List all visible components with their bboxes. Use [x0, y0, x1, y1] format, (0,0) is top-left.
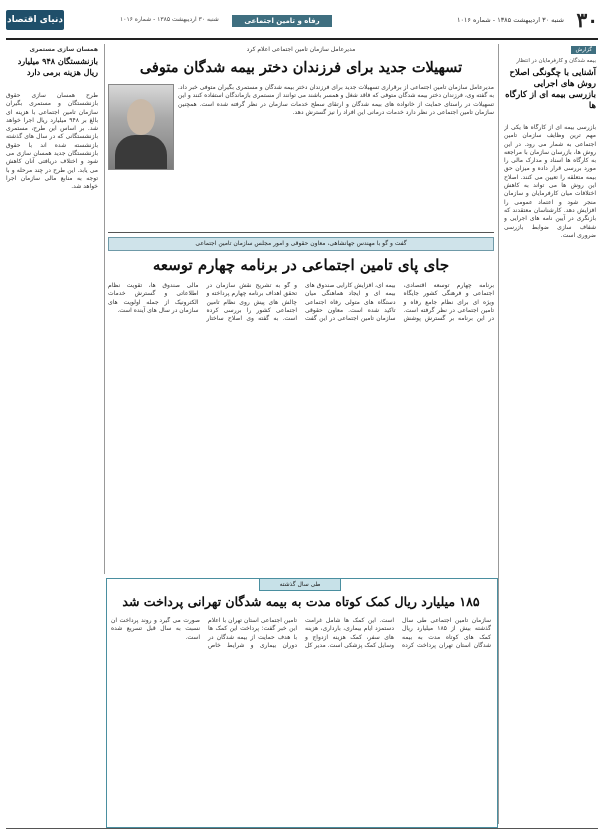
sidebar-left-title: بازنشستگان ۹۴۸ میلیارد ریال هزینه برمی دارد [17, 56, 98, 77]
lead-title: تسهیلات جدید برای فرزندان دختر بیمه شدگان متوفی [139, 59, 463, 76]
page-number: ۳۰ [576, 8, 598, 32]
portrait-shoulders [115, 135, 167, 169]
lead-kicker: مدیرعامل سازمان تامین اجتماعی اعلام کرد [246, 46, 356, 53]
sidebar-left [4, 44, 100, 824]
bottom-box-tag: طی سال گذشته [259, 578, 341, 591]
sidebar-left-kicker: همسان سازی مستمری [29, 46, 98, 53]
sidebar-tag: گزارش [571, 46, 596, 54]
feature-strip: گفت و گو با مهندس جهانشاهی، معاون حقوقی و امور مجلس سازمان تامین اجتماعی [108, 237, 494, 251]
sidebar-kicker: بیمه شدگان و کارفرمایان در انتظار [516, 58, 596, 64]
lead-story [108, 44, 494, 230]
feature-body: برنامه چهارم توسعه اقتصادی، اجتماعی و فرهنگی کشور جایگاه ویژه ای برای نظام جامع رفاه و تامین اجتماعی در نظر گرفته است. در این برنامه بر گسترش پوشش بیمه ای، افزایش کارایی صندوق های بیمه ای و ایجاد هماهنگی میان دستگاه های متولی رفاه اجتماعی تاکید شده است. معاون حقوقی سازمان تامین اجتماعی در این گفت و گو به تشریح نقش سازمان در تحقق اهداف برنامه چهارم پرداخته و چالش های پیش روی نظام تامین اجتماعی کشور را بررسی کرده است. به گفته وی اصلاح ساختار مالی صندوق ها، تقویت نظام اطلاعاتی و گسترش خدمات الکترونیک از جمله اولویت های سازمان در سال های آینده است. [108, 282, 494, 323]
issue-date-left: شنبه ۳۰ اردیبهشت ۱۳۸۵ - شماره ۱۰۱۶ [120, 16, 219, 23]
sidebar-right [502, 44, 598, 824]
page-header [0, 0, 604, 46]
logo: دنیای اقتصاد [6, 10, 64, 30]
portrait-photo [108, 84, 174, 170]
bottom-box [106, 578, 498, 828]
bottom-box-title: ۱۸۵ میلیارد ریال کمک کوتاه مدت به بیمه شدگان تهرانی پرداخت شد [122, 594, 480, 609]
issue-info: شنبه ۳۰ اردیبهشت ۱۳۸۵ - شماره ۱۰۱۶ [456, 16, 564, 24]
feature-title: جای پای تامین اجتماعی در برنامه چهارم توسعه [152, 256, 450, 274]
lead-body: مدیرعامل سازمان تامین اجتماعی از برقراری تسهیلات جدید برای فرزندان دختر بیمه شدگان و مستمری بگیران متوفی خبر داد. به گفته وی، فرزندان دختر بیمه شدگان متوفی که فاقد شغل و همسر باشند می توانند از مستمری بازماندگان استفاده کنند و این تسهیلات در راستای حمایت از خانواده های بیمه شدگان و ارتقای سطح خدمات سازمان در نظر گرفته شده است. همچنین سازمان تامین اجتماعی در نظر دارد خدمات درمانی این افراد را نیز گسترش دهد. [178, 84, 494, 116]
section-label: رفاه و تامین اجتماعی [232, 15, 332, 27]
sidebar-left-body: طرح همسان سازی حقوق بازنشستگان و مستمری بگیران سازمان تامین اجتماعی با هزینه ای بالغ بر ۹۴۸ میلیارد ریال اجرا خواهد شد. بر اساس این طرح، مستمری بازنشستگانی که در سال های گذشته بازنشسته شده اند با حقوق بازنشستگان جدید همسان سازی می شود و اختلاف دریافتی آنان کاهش می یابد. این طرح در چند مرحله و با توجه به منابع مالی سازمان اجرا خواهد شد. [6, 92, 98, 191]
sidebar-title: آشنایی با چگونگی اصلاح روش های اجرایی بازرسی بیمه ای از کارگاه ها [505, 68, 596, 111]
sidebar-body: بازرسی بیمه ای از کارگاه ها یکی از مهم ترین وظایف سازمان تامین اجتماعی به شمار می رود. در این روش ها، بازرسان سازمان با مراجعه به کارگاه ها اسناد و مدارک مالی را مورد بررسی قرار داده و میزان حق بیمه متعلقه را تعیین می کنند. اصلاح این روش ها می تواند به کاهش اختلافات میان کارفرمایان و سازمان منجر شود و اعتماد عمومی را افزایش دهد. کارشناسان معتقدند که بازنگری در آیین نامه های اجرایی و شفاف سازی ضوابط بازرسی ضروری است. [504, 124, 596, 239]
portrait-face [127, 99, 155, 135]
bottom-box-body: سازمان تامین اجتماعی طی سال گذشته بیش از ۱۸۵ میلیارد ریال کمک های کوتاه مدت به بیمه شدگان استان تهران پرداخت کرده است. این کمک ها شامل غرامت دستمزد ایام بیماری، بارداری، هزینه های سفر، کمک هزینه ازدواج و وسایل کمک پزشکی است. مدیر کل تامین اجتماعی استان تهران با اعلام این خبر گفت: پرداخت این کمک ها با هدف حمایت از بیمه شدگان در دوران بیماری و شرایط خاص صورت می گیرد و روند پرداخت آن نسبت به سال قبل تسریع شده است. [111, 617, 491, 649]
